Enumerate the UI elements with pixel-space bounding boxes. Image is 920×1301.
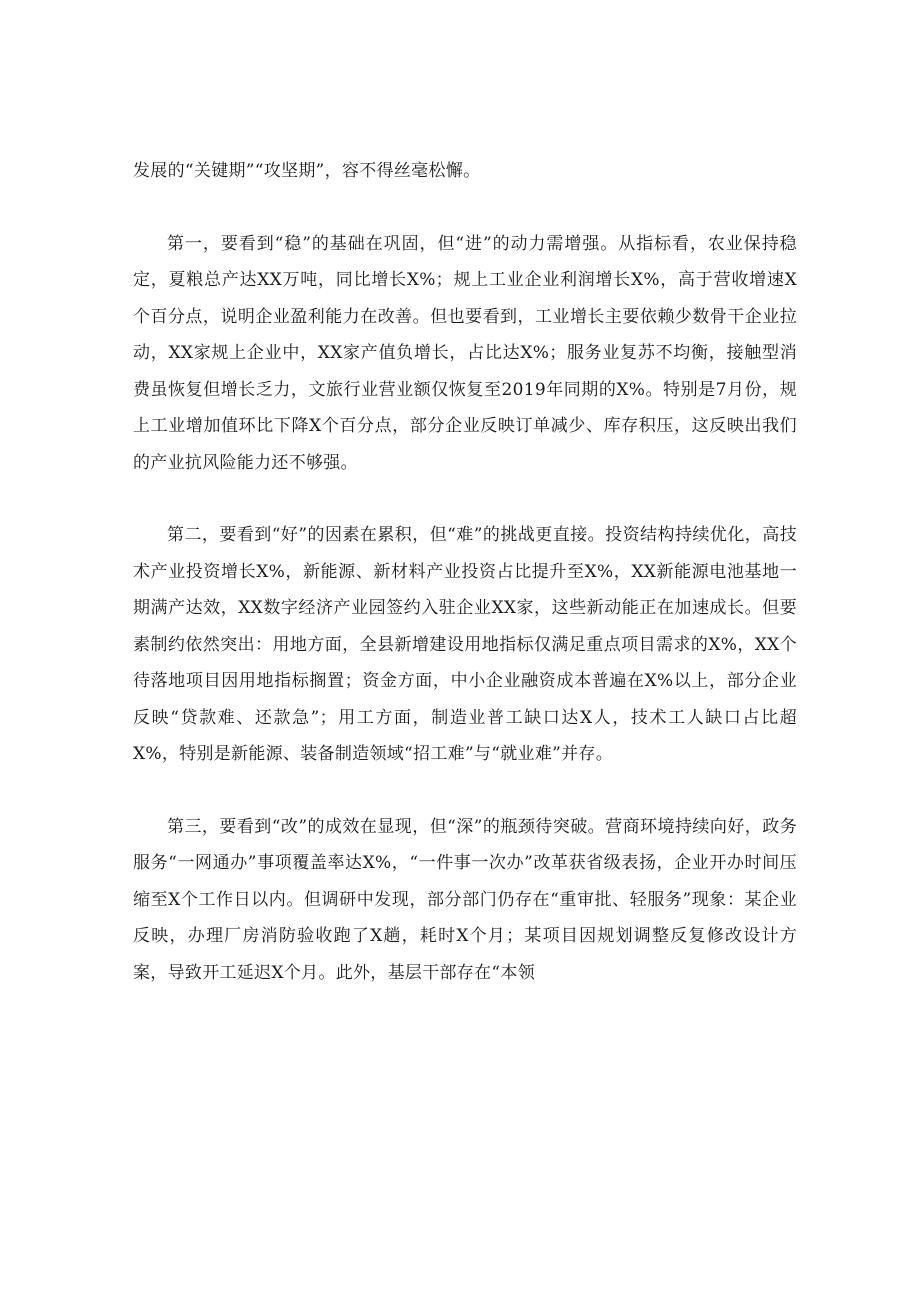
paragraph-continuation: 发展的“关键期”“攻坚期”，容不得丝毫松懈。 <box>133 161 481 181</box>
paragraph-third-point: 第三，要看到“改”的成效在显现，但“深”的瓶颈待突破。营商环境持续向好，政务服务“一网通办”事项覆盖率达X%，“一件事一次办”改革获省级表扬，企业开办时间压缩至X个工作日以内。但调研中发现，部分部门仍存在“重审批、轻服务”现象：某企业反映，办理厂房消防验收跑了X趟，耗时X个月；某项目因规划调整反复修改设计方案，导致开工延迟X个月。此外，基层干部存在“本领 <box>133 816 797 983</box>
paragraph-first-point: 第一，要看到“稳”的基础在巩固，但“进”的动力需增强。从指标看，农业保持稳定，夏粮总产达XX万吨，同比增长X%；规上工业企业利润增长X%，高于营收增速X个百分点，说明企业盈利能力在改善。但也要看到，工业增长主要依赖少数骨干企业拉动，XX家规上企业中，XX家产值负增长，占比达X%；服务业复苏不均衡，接触型消费虽恢复但增长乏力，文旅行业营业额仅恢复至2019年同期的X%。特别是7月份，规上工业增加值环比下降X个百分点，部分企业反映订单减少、库存积压，这反映出我们的产业抗风险能力还不够强。 <box>133 233 797 473</box>
document-body <box>133 153 797 1027</box>
paragraph-second-point: 第二，要看到“好”的因素在累积，但“难”的挑战更直接。投资结构持续优化，高技术产业投资增长X%，新能源、新材料产业投资占比提升至X%，XX新能源电池基地一期满产达效，XX数字经济产业园签约入驻企业XX家，这些新动能正在加速成长。但要素制约依然突出：用地方面，全县新增建设用地指标仅满足重点项目需求的X%，XX个待落地项目因用地指标搁置；资金方面，中小企业融资成本普遍在X%以上，部分企业反映“贷款难、还款急”；用工方面，制造业普工缺口达X人，技术工人缺口占比超X%，特别是新能源、装备制造领域“招工难”与“就业难”并存。 <box>133 525 797 764</box>
